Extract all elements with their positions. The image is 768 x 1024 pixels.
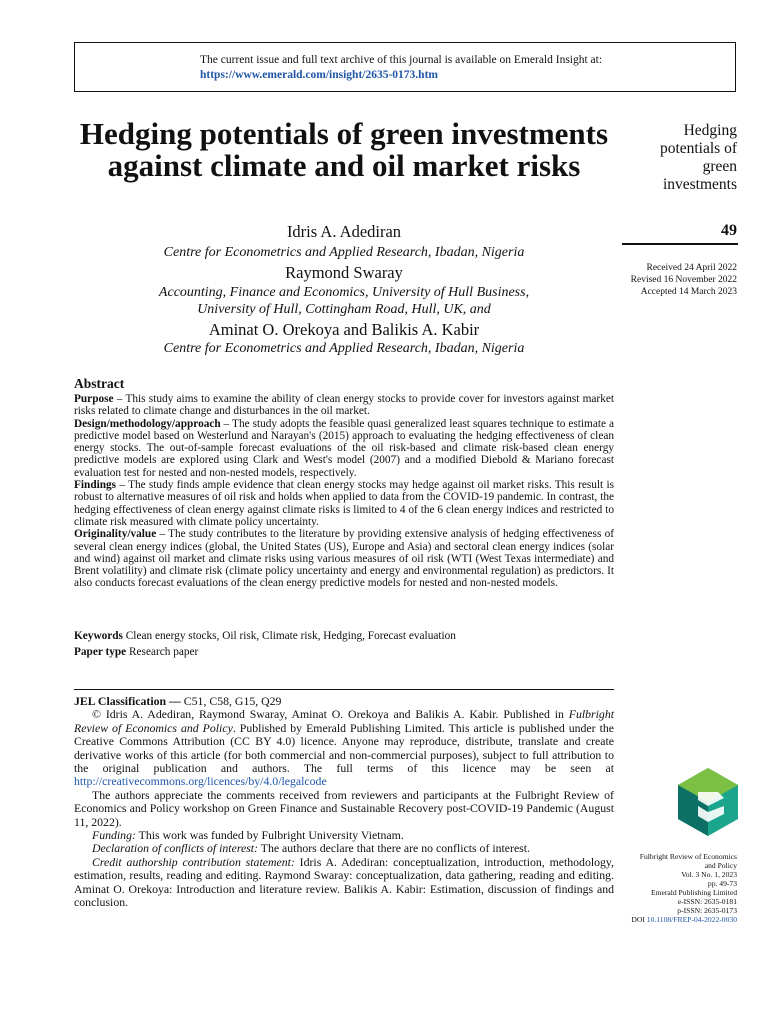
abstract-design xyxy=(74,418,614,479)
author-affiliation: Centre for Econometrics and Applied Research, Ibadan, Nigeria xyxy=(163,341,525,356)
article-dates xyxy=(600,262,737,298)
section-text: – The study contributes to the literature by providing extensive analysis of hedging effectiveness of several clean energy indices (global, the United States (US), Europe and Asia) and sectoral clean energy indices (solar and wind) against oil market and climate risks using various measures of oil risk (WTI (West Texas intermediate) and Brent volatility) and climate risk (climate policy uncertainty and energy and environmental regulation) as predictors. It also conducts forecast evaluations of the clean energy predictive models for nested and non-nested models. xyxy=(74,528,614,590)
footnote-divider xyxy=(74,689,614,690)
section-label: Originality/value xyxy=(74,528,157,541)
section-text: – The study adopts the feasible quasi generalized least squares technique to estimate a predictive model based on Westerlund and Narayan's (2015) approach to evaluating the hedging effectiveness of clean energy stocks. The out-of-sample forecast evaluations of the oil risk-based and climate risk-based clean energy predictive models are explored using Clark and West's model (2007) and a modified Diebold & Mariano forecast evaluation test for nested and non-nested models, respectively. xyxy=(74,417,614,479)
conflict-label: Declaration of conflicts of interest: xyxy=(92,841,259,856)
copyright-text: . Published by Emerald Publishing Limited. This article is published under the Creative Commons Attribution (CC BY 4.0) licence. Anyone may reproduce, distribute, translate and create derivative works of this article (for both commercial and non-commercial purposes), subject to full attribution to the original publication and authors. The full terms of this licence may be seen at xyxy=(74,720,615,776)
doi-line xyxy=(612,915,737,924)
abstract-originality xyxy=(74,528,614,589)
section-label: Design/methodology/approach xyxy=(74,417,221,430)
footnotes xyxy=(74,695,614,910)
journal-info-line: Fulbright Review of Economics xyxy=(639,852,737,861)
journal-info-line: Emerald Publishing Limited xyxy=(650,888,737,897)
abstract-findings xyxy=(74,479,614,528)
section-text: – This study aims to examine the ability of clean energy stocks to provide cover for investors against market risks related to climate change and disturbances in the oil market. xyxy=(74,393,614,418)
author-affiliation: University of Hull, Cottingham Road, Hull, UK, and xyxy=(197,302,491,317)
funding-label: Funding: xyxy=(92,828,136,843)
conflict-text: The authors declare that there are no conflicts of interest. xyxy=(258,841,530,856)
running-title xyxy=(622,122,737,194)
section-label: Findings xyxy=(74,479,117,492)
credit-label: Credit authorship contribution statement: xyxy=(92,854,295,869)
running-title-line: Hedging xyxy=(683,122,737,139)
section-label: Purpose xyxy=(74,393,114,405)
author-affiliation: Accounting, Finance and Economics, University of Hull Business, xyxy=(158,285,530,300)
date-accepted: Accepted 14 March 2023 xyxy=(640,287,737,297)
doi-link[interactable]: 10.1108/FREP-04-2022-0030 xyxy=(646,915,737,924)
abstract-heading: Abstract xyxy=(74,376,125,391)
sidebar-divider xyxy=(622,243,738,245)
journal-name: Fulbright Review of Economics and Policy xyxy=(74,707,614,735)
abstract-purpose xyxy=(74,393,614,418)
acknowledgement: The authors appreciate the comments received from reviewers and participants at the Fulbright Review of Economics and Policy workshop on Green Finance and Sustainable Recovery post-COVID-19 Pandemic (August 11, 2022). xyxy=(74,787,614,829)
conflict-declaration xyxy=(74,842,614,855)
journal-info-line: pp. 49-73 xyxy=(707,879,737,888)
journal-info-line: p-ISSN: 2635-0173 xyxy=(677,906,737,915)
author-name: Raymond Swaray xyxy=(285,263,403,282)
keywords-text: Clean energy stocks, Oil risk, Climate risk, Hedging, Forecast evaluation xyxy=(122,630,456,642)
article-title: Hedging potentials of green investments against climate and oil market risks xyxy=(79,116,609,183)
jel-label: JEL Classification — xyxy=(74,694,181,708)
author-affiliation: Centre for Econometrics and Applied Research, Ibadan, Nigeria xyxy=(163,245,525,260)
copyright-text: © Idris A. Adediran, Raymond Swaray, Aminat O. Orekoya and Balikis A. Kabir. Published in xyxy=(92,707,569,722)
journal-logo-icon xyxy=(676,766,740,838)
jel-codes: C51, C58, G15, Q29 xyxy=(180,694,282,708)
running-title-line: green xyxy=(702,158,737,175)
licence-link[interactable]: http://creativecommons.org/licences/by/4.0/legalcode xyxy=(74,774,327,789)
journal-info xyxy=(612,852,737,924)
paper-type-text: Research paper xyxy=(126,646,199,658)
keywords-label: Keywords xyxy=(74,630,123,642)
author-name: Aminat O. Orekoya and Balikis A. Kabir xyxy=(208,320,480,339)
journal-info-line: e-ISSN: 2635-0181 xyxy=(677,897,737,906)
jel-classification xyxy=(74,695,614,708)
doi-label: DOI xyxy=(631,915,647,924)
credit-statement xyxy=(74,856,614,910)
journal-info-line: Vol. 3 No. 1, 2023 xyxy=(681,870,737,879)
paper-type xyxy=(74,646,614,659)
journal-info-line: and Policy xyxy=(704,861,737,870)
section-text: – The study finds ample evidence that clean energy stocks may hedge against oil market risks. This result is robust to alternative measures of oil risk and holds when applied to data from the COVID-19 pandemic. In contrast, the hedging effectiveness of clean energy against climate risks is limited to 4 of the 6 clean energy indices and restricted to climate risk measured with climate policy uncertainty. xyxy=(74,479,614,528)
journal-archive-banner xyxy=(74,42,736,92)
running-title-line: investments xyxy=(662,176,737,193)
funding xyxy=(74,829,614,842)
funding-text: This work was funded by Fulbright University Vietnam. xyxy=(135,828,404,843)
archive-link[interactable]: https://www.emerald.com/insight/2635-0173.htm xyxy=(200,69,438,81)
banner-line: The current issue and full text archive of this journal is available on Emerald Insight at: xyxy=(200,54,603,66)
banner-text xyxy=(200,53,602,83)
date-received: Received 24 April 2022 xyxy=(646,263,737,273)
page-number: 49 xyxy=(721,222,737,239)
credit-text: Idris A. Adediran: conceptualization, introduction, methodology, estimation, results, reading and editing. Raymond Swaray: conceptualization, data gathering, reading and editing. Aminat O. Orekoya: Introduction and literature review. Balikis A. Kabir: Estimation, discussion of findings and conclusion. xyxy=(74,854,615,910)
date-revised: Revised 16 November 2022 xyxy=(630,275,737,285)
author-name: Idris A. Adediran xyxy=(286,222,402,241)
abstract-body xyxy=(74,393,614,590)
paper-type-label: Paper type xyxy=(74,646,127,658)
running-title-line: potentials of xyxy=(659,140,737,157)
copyright-notice xyxy=(74,708,614,788)
keywords xyxy=(74,630,614,643)
